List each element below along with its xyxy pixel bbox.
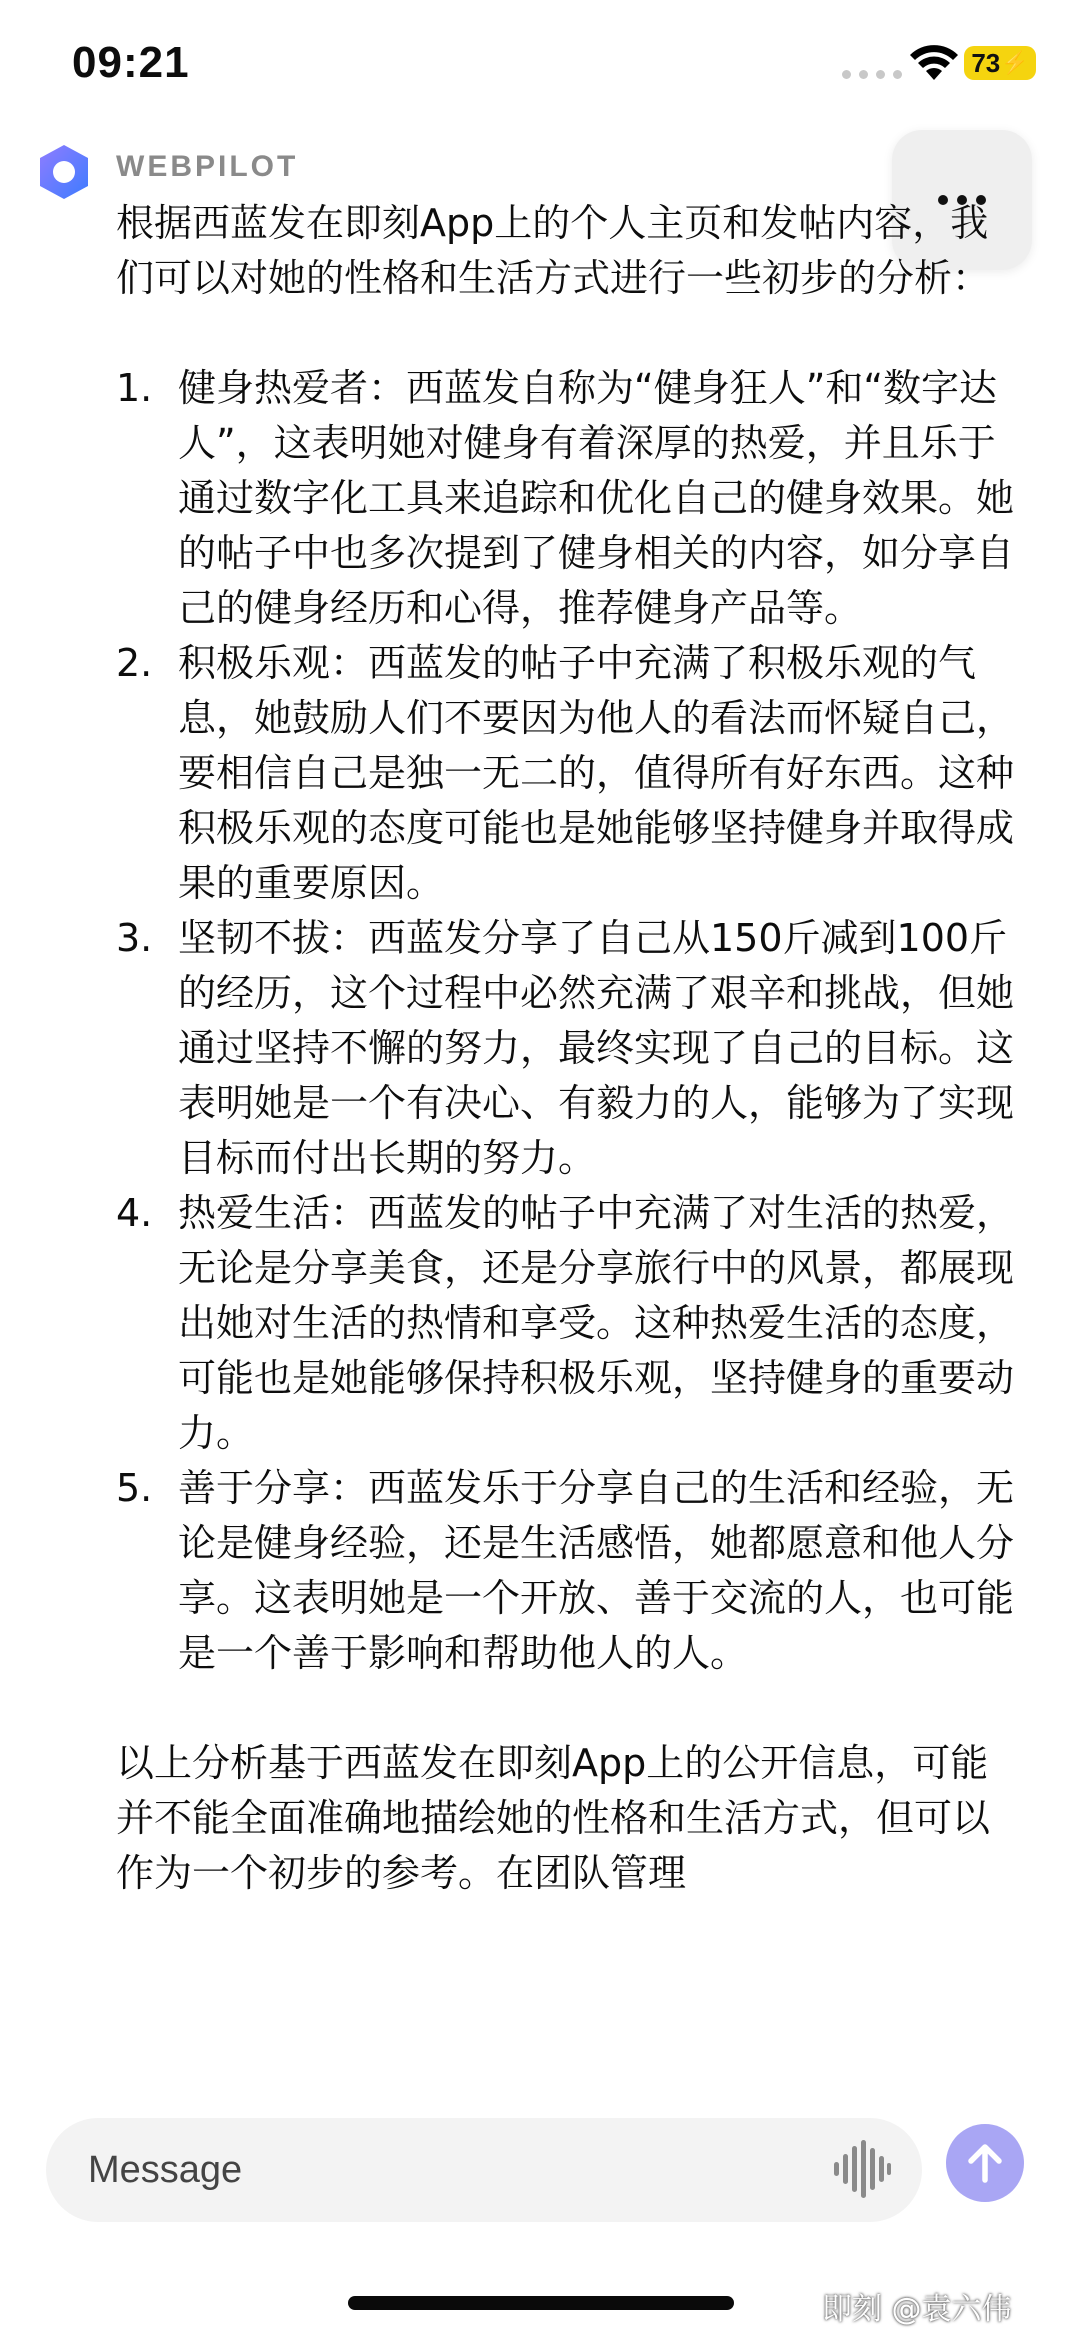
list-number: 2. <box>116 641 153 685</box>
list-number: 5. <box>116 1466 153 1510</box>
list-item-text: 善于分享：西蓝发乐于分享自己的生活和经验，无论是健身经验，还是生活感悟，她都愿意和他人分享。这表明她是一个开放、善于交流的人，也可能是一个善于影响和帮助他人的人。 <box>178 1466 1015 1675</box>
scroll-fade <box>0 2090 1080 2102</box>
list-item-text: 坚韧不拔：西蓝发分享了自己从150斤减到100斤的经历，这个过程中必然充满了艰辛和挑战，但她通过坚持不懈的努力，最终实现了自己的目标。这表明她是一个有决心、有毅力的人，能够为了实现目标而付出长期的努力。 <box>178 916 1015 1180</box>
list-item-text: 积极乐观：西蓝发的帖子中充满了积极乐观的气息，她鼓励人们不要因为他人的看法而怀疑自己，要相信自己是独一无二的，值得所有好东西。这种积极乐观的态度可能也是她能够坚持健身并取得成果的重要原因。 <box>178 641 1015 905</box>
list-number: 4. <box>116 1191 153 1235</box>
list-item-text: 热爱生活：西蓝发的帖子中充满了对生活的热爱，无论是分享美食，还是分享旅行中的风景，都展现出她对生活的热情和享受。这种热爱生活的态度，可能也是她能够保持积极乐观，坚持健身的重要动力。 <box>178 1191 1015 1455</box>
status-time: 09:21 <box>72 38 190 87</box>
list-item <box>116 911 1016 1186</box>
list-item <box>116 361 1016 636</box>
list-item <box>116 1461 1016 1681</box>
webpilot-logo-icon <box>34 142 94 202</box>
status-bar <box>0 0 1080 130</box>
list-item <box>116 1186 1016 1461</box>
wifi-icon <box>908 42 960 82</box>
watermark: 即刻 @袁六伟 <box>822 2292 1012 2327</box>
battery-level: 73 <box>971 47 1001 78</box>
list-item <box>116 636 1016 911</box>
message-outro: 以上分析基于西蓝发在即刻App上的公开信息，可能并不能全面准确地描绘她的性格和生活方式，但可以作为一个初步的参考。在团队管理 <box>116 1741 991 1895</box>
analysis-list <box>116 361 1016 1681</box>
message-input[interactable] <box>88 2146 688 2194</box>
arrow-up-icon <box>965 2142 1005 2184</box>
list-number: 1. <box>116 366 153 410</box>
list-item-text: 健身热爱者：西蓝发自称为“健身狂人”和“数字达人”，这表明她对健身有着深厚的热爱，并且乐于通过数字化工具来追踪和优化自己的健身效果。她的帖子中也多次提到了健身相关的内容，如分享自己的健身经历和心得，推荐健身产品等。 <box>178 366 1015 630</box>
battery-icon <box>964 46 1036 80</box>
voice-waveform-icon[interactable] <box>832 2138 892 2200</box>
cellular-signal-icon <box>842 70 902 79</box>
assistant-name: WEBPILOT <box>116 150 299 183</box>
send-button[interactable] <box>946 2124 1024 2202</box>
home-indicator[interactable] <box>348 2296 734 2310</box>
message-intro: 根据西蓝发在即刻App上的个人主页和发帖内容，我们可以对她的性格和生活方式进行一些初步的分析： <box>116 201 991 300</box>
assistant-message <box>116 196 1016 2096</box>
charging-bolt-icon: ⚡ <box>1001 50 1029 75</box>
list-number: 3. <box>116 916 153 960</box>
